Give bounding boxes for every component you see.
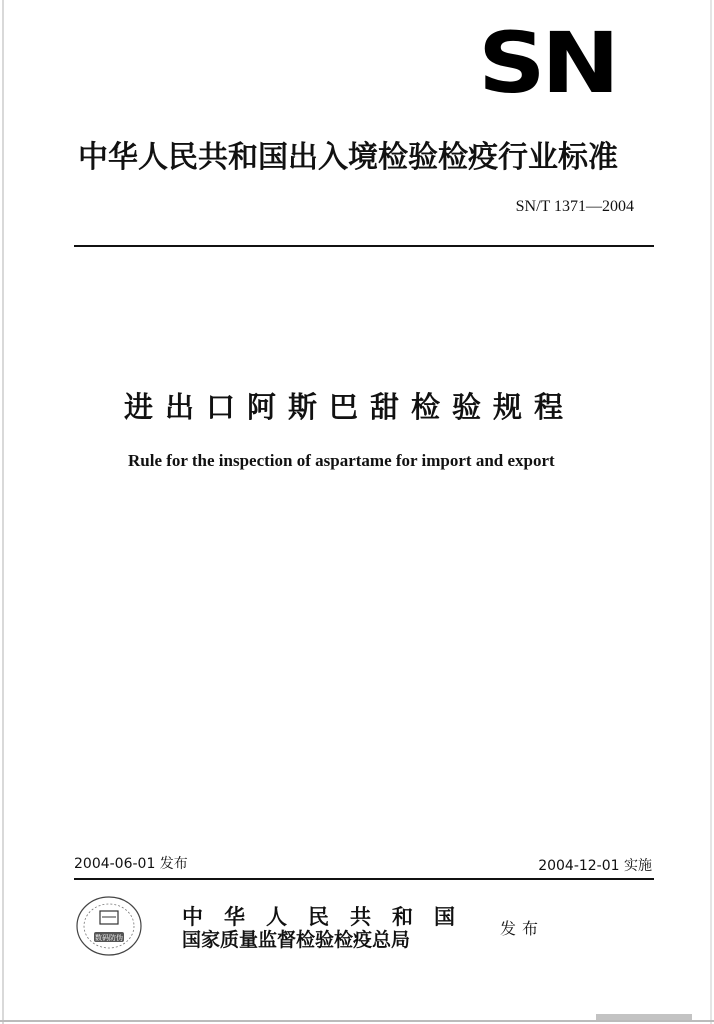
scan-edge-left bbox=[2, 0, 4, 1024]
scan-artifact bbox=[596, 1014, 692, 1020]
issuer-country: 中华人民共和国 bbox=[182, 904, 476, 929]
publish-label: 发布 bbox=[500, 919, 545, 938]
scan-edge-right bbox=[710, 0, 712, 1024]
header-divider bbox=[74, 245, 654, 247]
document-title-chinese: 进出口阿斯巴甜检验规程 bbox=[124, 390, 576, 424]
anti-counterfeit-seal-icon bbox=[74, 894, 144, 958]
seal-text: 数码防伪 bbox=[95, 934, 123, 942]
implementation-date: 2004-12-01 实施 bbox=[538, 858, 652, 874]
sn-logo: SN bbox=[478, 14, 616, 112]
standard-category-title: 中华人民共和国出入境检验检疫行业标准 bbox=[78, 140, 618, 175]
issue-date: 2004-06-01 发布 bbox=[74, 856, 188, 872]
scan-edge-bottom bbox=[0, 1020, 714, 1022]
standard-code: SN/T 1371—2004 bbox=[515, 198, 634, 215]
footer-divider bbox=[74, 878, 654, 880]
issuer-agency: 国家质量监督检验检疫总局 bbox=[182, 929, 411, 951]
document-title-english: Rule for the inspection of aspartame for import and export bbox=[128, 451, 555, 470]
